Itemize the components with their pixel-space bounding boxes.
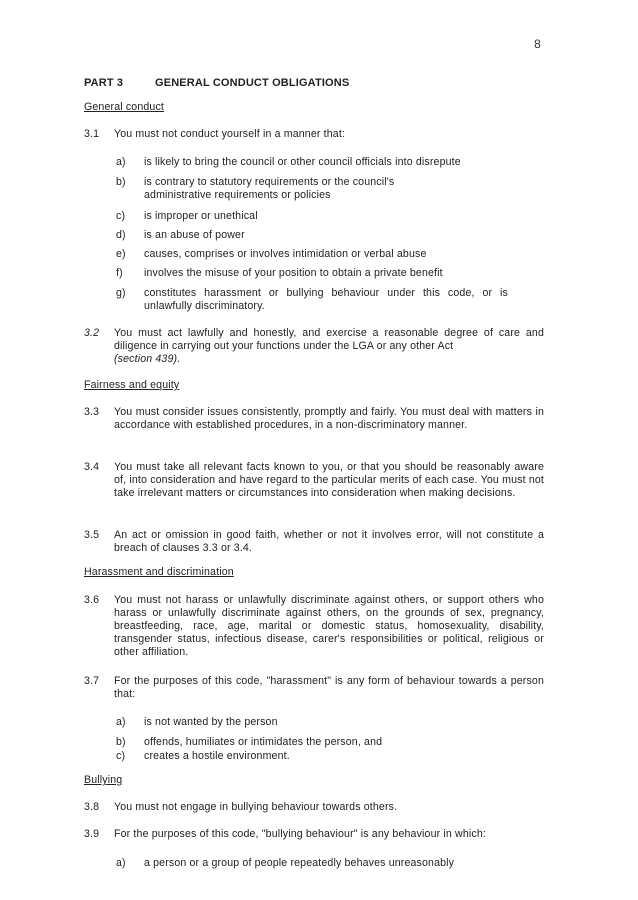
list-item <box>116 176 436 202</box>
clause-3-2 <box>84 327 544 366</box>
list-item <box>116 267 516 280</box>
list-letter: d) <box>116 229 126 241</box>
list-text: is improper or unethical <box>144 210 258 222</box>
list-item <box>116 287 508 313</box>
part-heading <box>84 77 349 90</box>
list-letter: b) <box>116 176 126 188</box>
clause-3-3 <box>84 406 544 432</box>
list-text: is an abuse of power <box>144 229 245 241</box>
list-letter: a) <box>116 716 126 728</box>
list-letter: c) <box>116 210 126 222</box>
clause-text: You must not engage in bullying behaviour towards others. <box>114 801 398 813</box>
clause-3-5 <box>84 529 544 555</box>
section-heading-bullying: Bullying <box>84 774 123 786</box>
clause-number: 3.1 <box>84 128 100 140</box>
clause-text: For the purposes of this code, "harassment" is any form of behaviour towards a person that: <box>114 675 544 700</box>
clause-text: An act or omission in good faith, whether or not it involves error, will not constitute a breach of clauses 3.3 or 3.4. <box>114 529 544 554</box>
list-letter: f) <box>116 267 123 279</box>
clause-text: You must not harass or unlawfully discriminate against others, or support others who harass or unlawfully discriminate against others, on the grounds of sex, pregnancy, breastfeeding, race, age, marital or domestic status, homosexuality, disability, transgender status, infectious disease, carer's responsibilities or political, religious or other affiliation. <box>114 594 544 658</box>
list-text: offends, humiliates or intimidates the person, and <box>144 736 383 748</box>
section-heading-fairness: Fairness and equity <box>84 379 180 391</box>
list-text: causes, comprises or involves intimidation or verbal abuse <box>144 248 427 260</box>
clause-3-9 <box>84 828 544 841</box>
list-item <box>116 857 516 870</box>
clause-text: You must not conduct yourself in a manner that: <box>114 128 346 140</box>
clause-number: 3.4 <box>84 461 100 473</box>
clause-number: 3.3 <box>84 406 100 418</box>
clause-number: 3.2 <box>84 327 100 339</box>
list-text: involves the misuse of your position to obtain a private benefit <box>144 267 443 279</box>
clause-body: You must act lawfully and honestly, and exercise a reasonable degree of care and diligence in carrying out your functions under the LGA or any other Act <box>114 327 544 352</box>
clause-3-4 <box>84 461 544 500</box>
clause-3-8 <box>84 801 544 814</box>
clause-text: For the purposes of this code, "bullying behaviour" is any behaviour in which: <box>114 828 486 840</box>
section-heading-harassment: Harassment and discrimination <box>84 566 234 578</box>
clause-number: 3.9 <box>84 828 100 840</box>
part-title: GENERAL CONDUCT OBLIGATIONS <box>155 77 350 89</box>
list-letter: c) <box>116 750 126 762</box>
list-text: constitutes harassment or bullying behaviour under this code, or is unlawfully discriminatory. <box>144 287 508 312</box>
list-text: is contrary to statutory requirements or the council's administrative requirements or policies <box>144 176 395 201</box>
clause-text: You must consider issues consistently, promptly and fairly. You must deal with matters in accordance with established procedures, in a non-discriminatory manner. <box>114 406 544 431</box>
clause-3-1 <box>84 128 544 141</box>
clause-3-6 <box>84 594 544 659</box>
page-number: 8 <box>534 37 541 51</box>
clause-number: 3.5 <box>84 529 100 541</box>
list-letter: a) <box>116 156 126 168</box>
part-number: PART 3 <box>84 77 124 89</box>
list-text: a person or a group of people repeatedly behaves unreasonably <box>144 857 455 869</box>
list-text: is likely to bring the council or other council officials into disrepute <box>144 156 461 168</box>
section-reference: (section 439). <box>114 353 181 365</box>
list-letter: g) <box>116 287 126 299</box>
clause-text <box>114 327 544 366</box>
list-item <box>116 716 516 729</box>
clause-number: 3.7 <box>84 675 100 687</box>
list-item <box>116 750 516 763</box>
list-item <box>116 736 516 749</box>
clause-number: 3.6 <box>84 594 100 606</box>
clause-number: 3.8 <box>84 801 100 813</box>
list-letter: a) <box>116 857 126 869</box>
clause-text: You must take all relevant facts known to you, or that you should be reasonably aware of, into consideration and have regard to the particular merits of each case. You must not take irrelevant matters or circumstances into consideration when making decisions. <box>114 461 544 499</box>
list-letter: b) <box>116 736 126 748</box>
clause-3-7 <box>84 675 544 701</box>
list-item <box>116 248 516 261</box>
section-heading-general-conduct: General conduct <box>84 101 164 113</box>
list-letter: e) <box>116 248 126 260</box>
list-item <box>116 156 516 169</box>
list-text: is not wanted by the person <box>144 716 278 728</box>
list-text: creates a hostile environment. <box>144 750 290 762</box>
list-item <box>116 210 516 223</box>
list-item <box>116 229 516 242</box>
